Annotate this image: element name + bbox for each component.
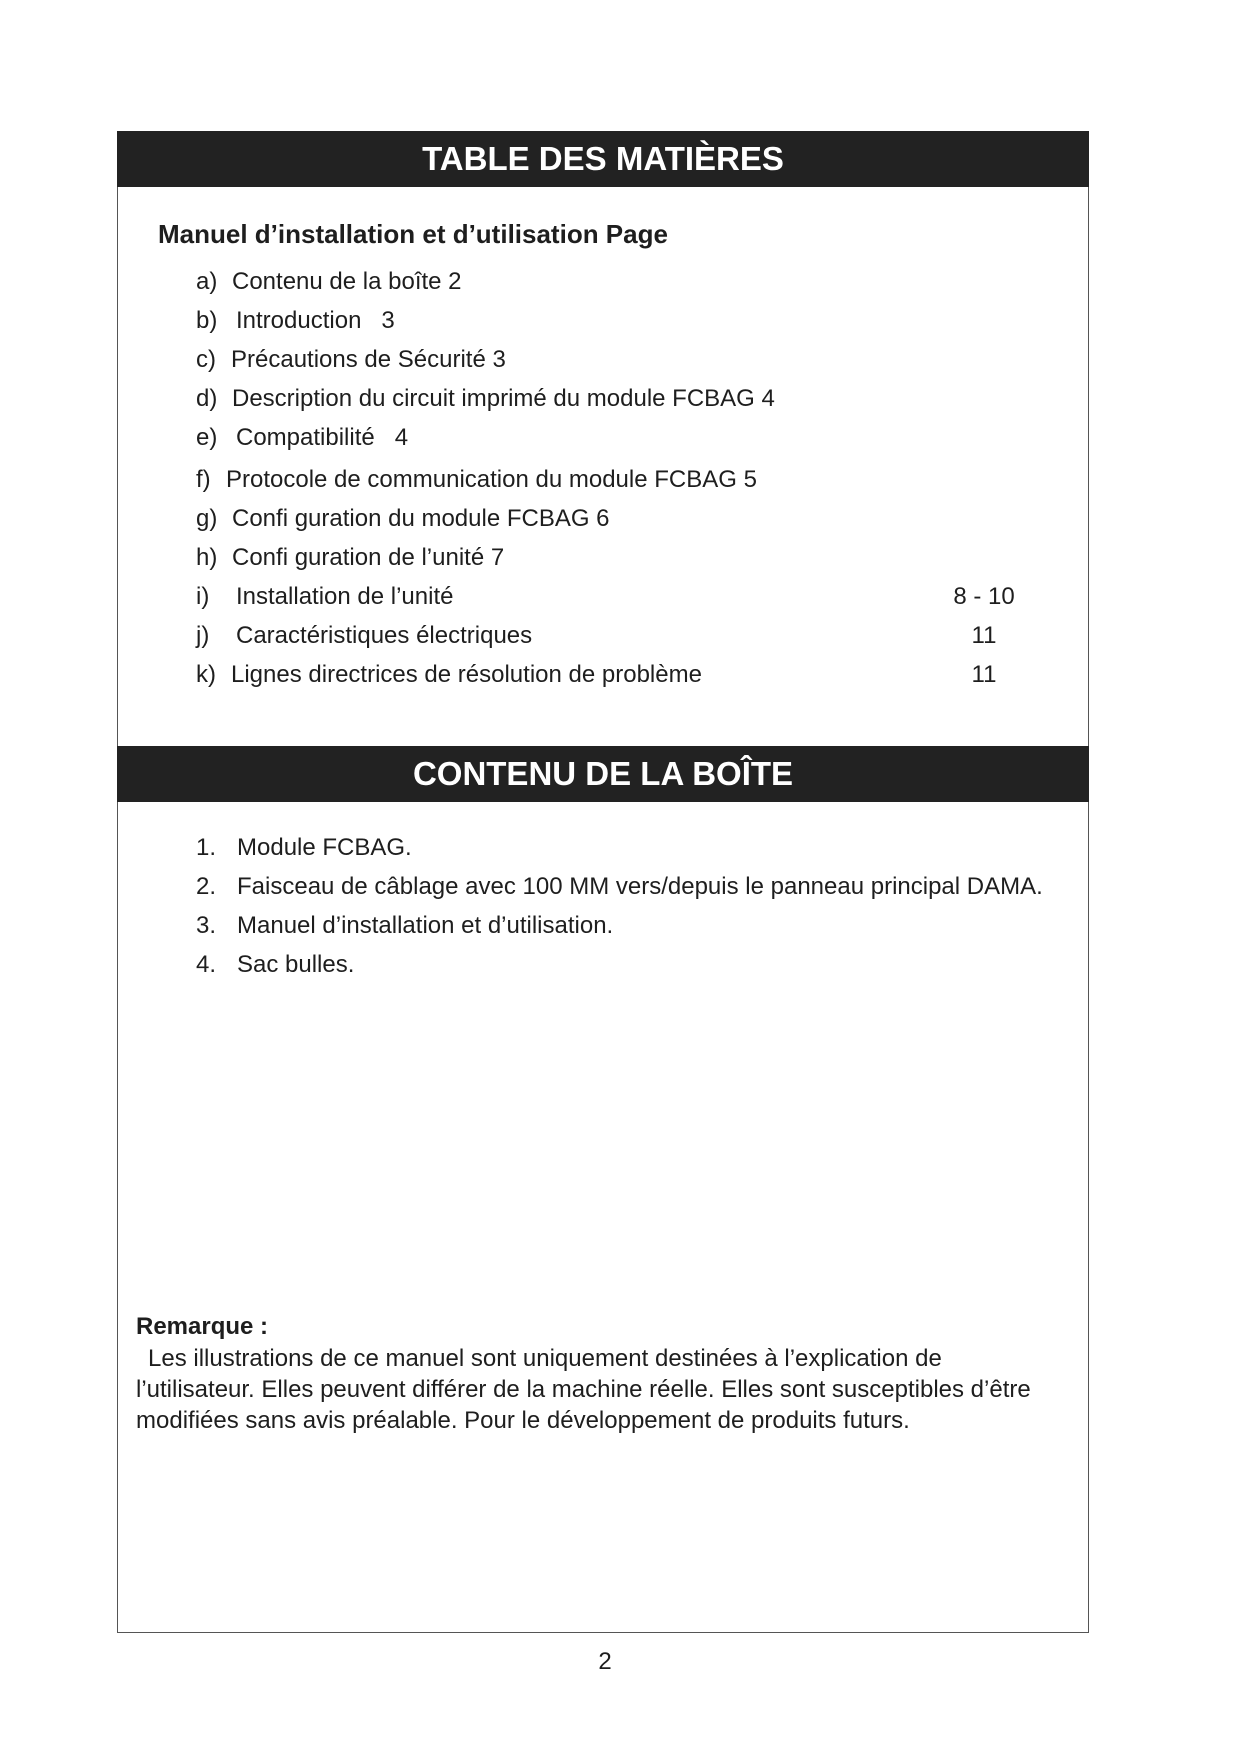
- remark-line: modifiées sans avis préalable. Pour le développement de produits futurs.: [136, 1407, 910, 1434]
- toc-item-text: Confi guration du module FCBAG 6: [232, 505, 610, 532]
- toc-title-bar: [117, 131, 1089, 187]
- toc-item-text: Précautions de Sécurité 3: [231, 346, 506, 373]
- toc-item: [196, 622, 1056, 650]
- toc-item-text: Compatibilité 4: [236, 424, 409, 451]
- remark-text: [136, 1343, 1081, 1436]
- toc-item: [196, 268, 1056, 296]
- remark-line: Les illustrations de ce manuel sont uniquement destinées à l’explication de: [148, 1345, 942, 1372]
- toc-item: [196, 544, 1056, 572]
- toc-item-text: Description du circuit imprimé du module FCBAG 4: [232, 385, 775, 412]
- toc-item-letter: g): [196, 505, 218, 532]
- toc-item: [196, 385, 1056, 413]
- page-number: 2: [598, 1648, 612, 1675]
- box-contents-title: CONTENU DE LA BOÎTE: [412, 755, 794, 792]
- box-contents-item: [196, 873, 1043, 901]
- toc-item: [196, 583, 1056, 611]
- box-contents-item: [196, 912, 613, 940]
- remark-line: l’utilisateur. Elles peuvent différer de la machine réelle. Elles sont susceptibles d’être: [136, 1376, 1031, 1403]
- box-contents-item: [196, 951, 354, 979]
- toc-item-letter: e): [196, 424, 218, 451]
- toc-item-text: Contenu de la boîte 2: [232, 268, 462, 295]
- toc-item-letter: i): [196, 583, 210, 610]
- remark-title: Remarque :: [136, 1313, 269, 1340]
- box-contents-item-text: Manuel d’installation et d’utilisation.: [237, 912, 614, 939]
- toc-item: [196, 505, 1056, 533]
- toc-item-text: Caractéristiques électriques: [236, 622, 533, 649]
- toc-subheading: Manuel d’installation et d’utilisation Page: [158, 219, 668, 249]
- box-contents-item: [196, 834, 412, 862]
- toc-item-letter: d): [196, 385, 218, 412]
- toc-item-page: 8 - 10: [953, 583, 1015, 610]
- toc-item-letter: j): [196, 622, 210, 649]
- toc-item-letter: f): [196, 466, 211, 493]
- box-contents-item-number: 1.: [196, 834, 217, 861]
- box-contents-item-text: Faisceau de câblage avec 100 MM vers/depuis le panneau principal DAMA.: [237, 873, 1043, 900]
- toc-item: [196, 346, 1056, 374]
- toc-item: [196, 307, 1056, 335]
- toc-item-text: Installation de l’unité: [236, 583, 454, 610]
- box-contents-item-number: 4.: [196, 951, 217, 978]
- toc-item: [196, 661, 1056, 689]
- toc-item-text: Introduction 3: [236, 307, 395, 334]
- toc-title: TABLE DES MATIÈRES: [422, 140, 784, 177]
- box-contents-item-number: 3.: [196, 912, 217, 939]
- toc-item: [196, 466, 1056, 494]
- toc-item-text: Confi guration de l’unité 7: [232, 544, 505, 571]
- toc-item: [196, 424, 1056, 452]
- box-contents-item-text: Sac bulles.: [237, 951, 355, 978]
- box-contents-item-text: Module FCBAG.: [237, 834, 412, 861]
- toc-item-text: Protocole de communication du module FCBAG 5: [226, 466, 757, 493]
- box-contents-title-bar: [117, 746, 1089, 802]
- toc-item-letter: b): [196, 307, 218, 334]
- toc-item-page: 11: [971, 622, 997, 649]
- toc-item-text: Lignes directrices de résolution de problème: [231, 661, 702, 688]
- toc-item-letter: a): [196, 268, 218, 295]
- toc-item-letter: h): [196, 544, 218, 571]
- box-contents-item-number: 2.: [196, 873, 217, 900]
- toc-item-page: 11: [971, 661, 997, 688]
- toc-item-letter: c): [196, 346, 216, 373]
- toc-item-letter: k): [196, 661, 216, 688]
